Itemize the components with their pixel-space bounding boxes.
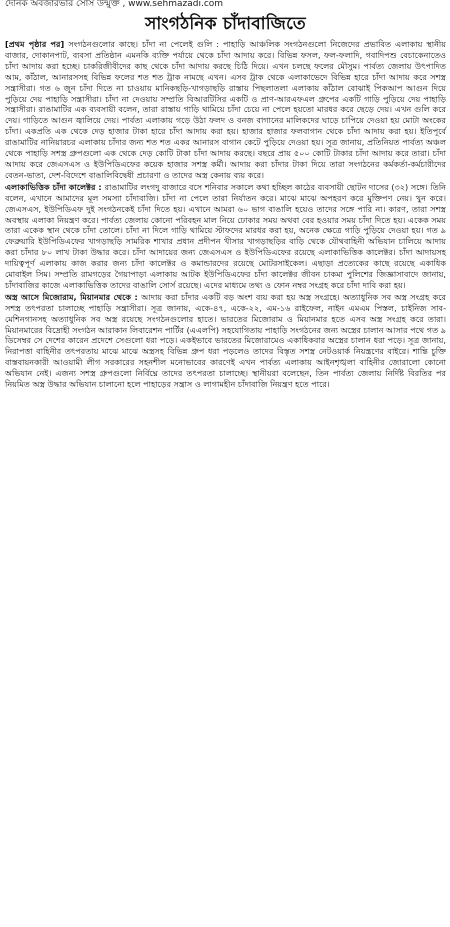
paragraph-2-text: রাঙামাটির লংগদু বাজারে বসে শনিবার সকালে কথা হচ্ছিল কাঠের ব্যবসায়ী ছোটন দাসের (৩২) সঙ্গে। তিনি বলেন, এখানে আমাদের মূল সমস্যা চাঁদাবাজি। চাঁদা না পেলে তারা নির্যাতন করে। মাঝে মাঝে অপহরণ করে মুক্তিপণ নেয়। খুন করে। জেএসএস, ইউপিডিএফ দুই সংগঠনকেই চাঁদা দিতে হয়। এখানে আমরা ৬০ ভাগ বাঙালি হয়েও তাদের সঙ্গে পারি না। কারণ, তারা সশস্ত্র অবস্থায় এলাকা নিয়ন্ত্রণ করে। পার্বত্য জেলায় কোনো পরিবহন মাল নিয়ে ঢোকার সময় অথবা বের হওয়ার সময় চাঁদা দিতে হয়। একেক সময় তারা একেক স্থান থেকে চাঁদা তোলে। চাঁদা না দিলে গাড়ি থামিয়ে স্টাফদের মারধর করা হয়, অনেক ক্ষেত্রে গাড়ি পুড়িয়ে দেওয়া হয়। গত ৯ ফেব্রুয়ারি ইউপিডিএফের খাগড়াছড়ি সামরিক শাখার প্রধান প্রদীপন খীসার খাগড়াছড়ির বাড়ি থেকে যৌথবাহিনী অভিযান চালিয়ে আদায় করা চাঁদার ৮০ লাখ টাকা উদ্ধার করে। চাঁদা আদায়ের জন্য জেএসএস ও ইউপিডিএফের রয়েছে এলাকাভিত্তিক কালেক্টর। চাঁদা আদায়সহ দায়িত্বপূর্ণ এলাকায় কাজ করার জন্য চাঁদা কালেক্টর ও কমান্ডারদের রয়েছে মোটরসাইকেল। এছাড়া প্রত্যেকের কাছে রয়েছে একাধিক মোবাইল সিম। সম্প্রতি রামগড়ের গৈয়াপাড়া এলাকায় আটক ইউপিডিএফের চাঁদা কালেক্টর জীবন চাকমা পুলিশের জিজ্ঞাসাবাদে জানায়, চাঁদাবাজির কাজে এলাকাভিত্তিক তাদের বাঙালি সোর্স রয়েছে। এদের মাধ্যমে তথ্য ও ফোন নম্বর সংগ্রহ করে চাঁদা দাবি করা হয়। bbox=[5, 181, 447, 290]
article-paragraph-1 bbox=[5, 39, 446, 181]
paragraph-3-text: আদায় করা চাঁদার একটি বড় অংশ ব্যয় করা হয় অস্ত্র সংগ্রহে। অত্যাধুনিক সব অস্ত্র সংগ্রহ করে সশস্ত্র তৎপরতা চালাচ্ছে পাহাড়ি সন্ত্রাসীরা। সূত্র জানায়, একে-৪৭, একে-২২, এম-১৬ রাইফেল, নাইন এমএম পিস্তল, চাইনিজ সাব-মেশিনগানসহ অত্যাধুনিক সব অস্ত্র রয়েছে সংগঠনগুলোর হাতে। ভারতের মিজোরাম ও মিয়ানমার হতে এসব অস্ত্র সংগ্রহ করে তারা। মিয়ানমারের বিদ্রোহী সংগঠন আরাকান লিবারেশন পার্টির (এএলপি) সহযোগিতায় পাহাড়ি সংগঠনের জন্য অস্ত্রের চালান আসার পথে গত ৯ ডিসেম্বর সে দেশের কারেন প্রদেশে সেগুলো ধরা পড়ে। একইভাবে ভারতের মিজোরামেও একাধিকবার অস্ত্রের চালান ধরা পড়ে। সূত্র জানায়, নিরাপত্তা বাহিনীর তৎপরতায় মাঝে মাঝে অস্ত্রসহ বিভিন্ন গ্রুপ ধরা পড়লেও তাদের বিস্তৃত সশস্ত্র নেটওয়ার্ক নিয়ন্ত্রণের বাইরে। শান্তি চুক্তি বাস্তবায়নকারী আওয়ামী লীগ সরকারের সহনশীল মনোভাবের কারণেই এখন পার্বত্য এলাকায় আইনশৃঙ্খলা বাহিনীর জোরালো কোনো অভিযান নেই। এজন্য সশস্ত্র গ্রুপগুলো নির্বিঘ্নে তাদের তৎপরতা চালাচ্ছে। স্থানীয়রা বলেছেন, তিন পার্বত্য জেলায় নির্দিষ্ট বিরতির পর নিয়মিত অস্ত্র উদ্ধার অভিযান চালানো হলে পাহাড়ের সন্ত্রাস ও লাগামহীন চাঁদাবাজি নিয়ন্ত্রণ হতে পারে। bbox=[5, 291, 446, 390]
masthead-strip: দৈনিক অবজারভার সোর্স উন্মুক্ত , www.sehmazadi.com bbox=[5, 0, 224, 9]
article-body bbox=[5, 39, 446, 390]
article-headline: সাংগঠনিক চাঁদাবাজিতে bbox=[145, 14, 306, 34]
paragraph-3-subhead: অস্ত্র আসে মিজোরাম, মিয়ানমার থেকে : bbox=[5, 291, 142, 302]
paragraph-1-text: সংগঠনগুলোর কাছে। চাঁদা না পেলেই গুলি : পাহাড়ি আঞ্চলিক সংগঠনগুলো নিজেদের প্রভাবিত এলাকায় স্থানীয় বাজার, দোকানপাট, ব্যবসা প্রতিষ্ঠান এমনকি ব্যক্তি পর্যায়ে থেকে চাঁদা আদায় করে। বিভিন্ন ফসল, ফল-ফলাদি, গবাদিপশু বেচাকেনাতেও চাঁদা আদায় করা হচ্ছে। চাকরিজীবীদের কাছ থেকে চাঁদা আদায় করছে চিঠি দিয়ে। এখন চলছে ফলের মৌসুম। পার্বত্য জেলায় উৎপাদিত আম, কাঁঠাল, আনারসসহ বিভিন্ন ফলের শত শত ট্রাক নামছে এখন। এসব ট্রাক থেকে এলাকাভেদে বিভিন্ন হারে চাঁদা আদায় করে সশস্ত্র সন্ত্রাসীরা। গত ৬ জুন চাঁদা দিতে না চাওয়ায় মানিকছড়ি-খাগড়াছড়ি রাস্তায় পিছলাতলা এলাকায় কাঁঠাল বোঝাই পিকআপ আগুন দিয়ে পুড়িয়ে দেয় পাহাড়ি সন্ত্রাসীরা। চাঁদা না দেওয়ায় সম্প্রতি বিআরটিসির একটি ও প্রাণ-আরএফএল গ্রুপের একটি গাড়ি পুড়িয়ে দেয় পাহাড়ি সন্ত্রাসীরা। রাঙামাটির এক ব্যবসায়ী বলেন, তারা রাস্তায় গাড়ি থামিয়ে চাঁদা চেয়ে না পেলে হয়তো মারধর করে ছেড়ে দেয়। এখন গুলি করে দেয়। গাড়িতে আগুন জ্বালিয়ে দেয়। পার্বত্য এলাকায় গড়ে উঠা ফলদ ও বনজ বাগানের মালিকদের ঘাড়ে চাপিয়ে দেওয়া হয় মোটা অংকের চাঁদা। একপ্রতি এক থেকে দেড় হাজার টাকা হারে চাঁদা আদায় করা হয়। হাজার হাজার ফলবাগান থেকে চাঁদা আদায় করা হয়। ইতিপূর্বে রাঙামাটির নানিয়ারচর এলাকায় চাঁদার জন্য শত শত একর আনারস বাগান কেটে পুড়িয়ে দেওয়া হয়। সূত্র জানায়, প্রতিনিয়ত পার্বত্য অঞ্চল থেকে পাহাড়ি সশস্ত্র গ্রুপগুলো এক থেকে দেড় কোটি টাকা চাঁদা আদায় করছে। বছরে প্রায় ৫০০ কোটি টাকার চাঁদা আদায় করে তারা। চাঁদা আদায় করে জেএসএস ও ইউপিডিএফের কয়েক হাজার সশস্ত্র কর্মী। আদায় করা চাঁদার টাকা দিয়ে তারা সংগঠনের কর্মকর্তা-কর্মচারীদের বেতন-ভাতা, দেশ-বিদেশে বাঙালিবিদ্বেষী প্রচারণা ও তাদের অস্ত্র কেনায় ব্যয় করে। bbox=[5, 39, 446, 180]
article-paragraph-3 bbox=[5, 292, 446, 390]
paragraph-2-subhead: এলাকাভিত্তিক চাঁদা কালেক্টর : bbox=[5, 181, 105, 192]
paragraph-1-lead: [প্রথম পৃষ্ঠার পর] bbox=[5, 39, 69, 49]
article-paragraph-2 bbox=[5, 182, 446, 291]
